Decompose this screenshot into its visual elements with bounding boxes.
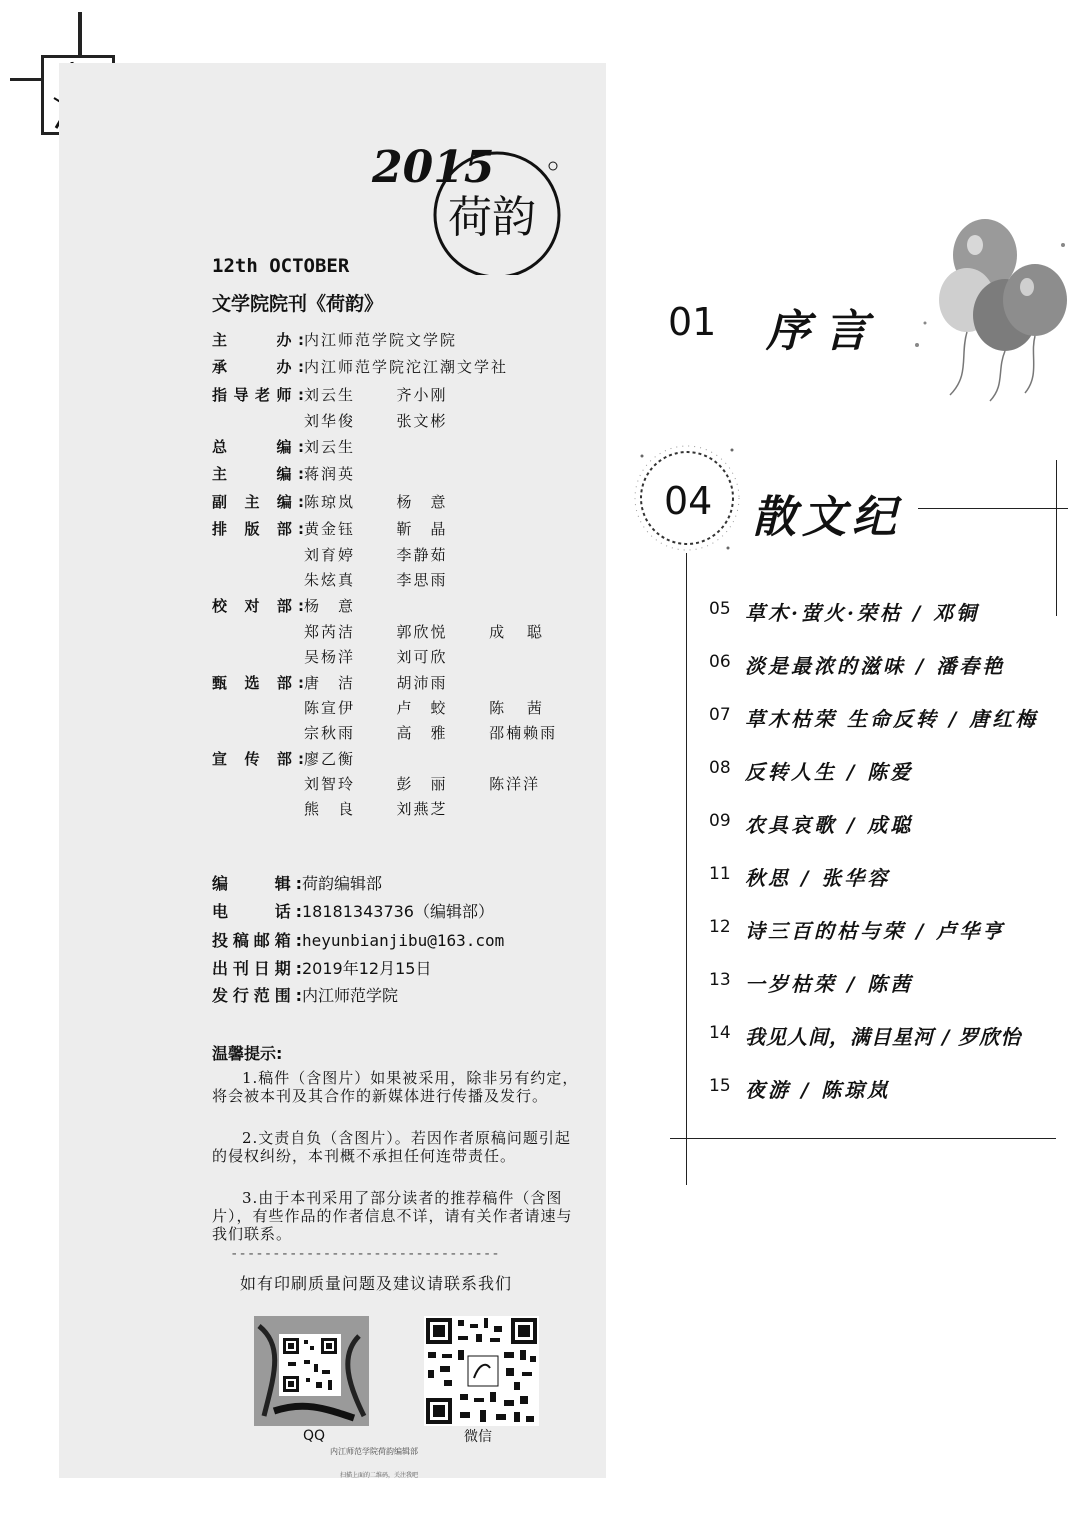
tip-item: 3.由于本刊采用了部分读者的推荐稿件（含图片），有些作品的作者信息不详，请有关作者请速与我们联系。 — [212, 1189, 573, 1243]
staff-label: 总 编: — [212, 438, 304, 456]
staff-value: 朱炫真 李思雨 — [304, 571, 448, 589]
staff-value: 唐 洁 胡沛雨 — [304, 674, 448, 692]
contact-label: 编 辑: — [212, 874, 302, 893]
toc-title: 草木枯荣 生命反转 / 唐红梅 — [745, 707, 1039, 731]
staff-value: 刘华俊 张文彬 — [304, 412, 448, 430]
journal-title: 文学院院刊《荷韵》 — [212, 293, 384, 315]
section-number: 04 — [664, 479, 713, 523]
toc-page: 11 — [709, 864, 731, 884]
staff-value: 吴杨洋 刘可欣 — [304, 648, 448, 666]
staff-value: 刘云生 — [304, 438, 356, 456]
toc-title: 秋思 / 张华容 — [745, 866, 891, 890]
toc-title: 我见人间，满目星河 / 罗欣怡 — [745, 1025, 1022, 1049]
dashed-divider: -------------------------------- — [230, 1246, 500, 1262]
staff-value: 郑芮洁 郭欣悦 成 聪 — [304, 623, 544, 641]
staff-value: 陈琼岚 杨 意 — [304, 493, 448, 511]
toc-title: 淡是最浓的滋味 / 潘春艳 — [745, 654, 1006, 678]
toc-page: 07 — [709, 705, 731, 725]
toc-line-right — [1056, 460, 1057, 616]
tips-title: 温馨提示: — [212, 1044, 283, 1063]
footer-scan-hint: 扫描上面的二维码，关注我吧 — [340, 1472, 419, 1479]
email-value: heyunbianjibu@163.com — [302, 931, 505, 950]
toc-title: 农具哀歌 / 成聪 — [745, 813, 914, 837]
toc-page: 05 — [709, 599, 731, 619]
staff-value: 熊 良 刘燕芝 — [304, 800, 448, 818]
contact-label: 出刊日期: — [212, 959, 302, 978]
toc-line-bottom — [670, 1138, 1056, 1139]
scope-value: 内江师范学院 — [302, 986, 399, 1005]
qq-label: QQ — [303, 1428, 326, 1444]
staff-value: 内江师范学院文学院 — [304, 331, 458, 349]
contact-value: 荷韵编辑部 — [302, 874, 383, 893]
balloons-icon — [905, 205, 1075, 405]
toc-title: 夜游 / 陈琼岚 — [745, 1078, 891, 1102]
toc-page: 13 — [709, 970, 731, 990]
contact-label: 投稿邮箱: — [212, 931, 302, 950]
toc-line-top — [918, 508, 1068, 509]
section-number: 01 — [668, 300, 717, 344]
journal-logo — [370, 120, 570, 275]
staff-label: 宣 传 部: — [212, 750, 304, 768]
staff-value: 刘育婷 李静茹 — [304, 546, 448, 564]
staff-label: 排 版 部: — [212, 520, 304, 538]
staff-label: 校 对 部: — [212, 597, 304, 615]
staff-label: 甄 选 部: — [212, 674, 304, 692]
staff-value: 廖乙衡 — [304, 750, 356, 768]
contact-label: 电 话: — [212, 902, 302, 921]
staff-value: 刘云生 齐小刚 — [304, 386, 448, 404]
toc-title: 反转人生 / 陈爱 — [745, 760, 914, 784]
staff-label: 承 办: — [212, 358, 304, 376]
contact-note: 如有印刷质量问题及建议请联系我们 — [240, 1274, 513, 1293]
staff-value: 蒋润英 — [304, 465, 356, 483]
staff-label: 主 办: — [212, 331, 304, 349]
toc-page: 14 — [709, 1023, 731, 1043]
phone-value: 18181343736（编辑部） — [302, 902, 494, 921]
staff-value: 内江师范学院沱江潮文学社 — [304, 358, 509, 376]
staff-value: 宗秋雨 高 雅 邵楠赖雨 — [304, 724, 558, 742]
footer-org: 内江师范学院荷韵编辑部 — [330, 1447, 418, 1456]
wechat-qr-code-icon[interactable] — [424, 1316, 539, 1426]
staff-label: 副 主 编: — [212, 493, 304, 511]
logo-text: 荷韵 — [448, 192, 536, 243]
section-title-preface: 序言 — [766, 306, 882, 357]
staff-label: 指导老师: — [212, 386, 304, 404]
staff-value: 杨 意 — [304, 597, 356, 615]
qq-qr-code-icon[interactable] — [254, 1316, 369, 1426]
section-title-prose: 散文纪 — [752, 492, 902, 543]
toc-page: 08 — [709, 758, 731, 778]
toc-title: 诗三百的枯与荣 / 卢华亨 — [745, 919, 1006, 943]
tip-item: 2.文责自负（含图片）。若因作者原稿问题引起的侵权纠纷，本刊概不承担任何连带责任。 — [212, 1129, 571, 1165]
toc-line-left — [686, 553, 687, 1185]
toc-page: 15 — [709, 1076, 731, 1096]
toc-title: 一岁枯荣 / 陈茜 — [745, 972, 914, 996]
contact-label: 发行范围: — [212, 986, 302, 1005]
tip-item: 1.稿件（含图片）如果被采用，除非另有约定，将会被本刊及其合作的新媒体进行传播及发行。 — [212, 1069, 579, 1105]
logo-year: 2015 — [372, 142, 495, 193]
toc-page: 09 — [709, 811, 731, 831]
publish-date-value: 2019年12月15日 — [302, 959, 432, 978]
wechat-label: 微信 — [464, 1429, 492, 1445]
staff-value: 黄金钰 靳 晶 — [304, 520, 448, 538]
toc-page: 12 — [709, 917, 731, 937]
staff-value: 刘智玲 彭 丽 陈洋洋 — [304, 775, 541, 793]
staff-value: 陈宣伊 卢 蛟 陈 茜 — [304, 699, 544, 717]
staff-label: 主 编: — [212, 465, 304, 483]
toc-title: 草木·萤火·荣枯 / 邓铜 — [745, 601, 980, 625]
issue-date-line: 12th OCTOBER — [212, 255, 350, 277]
toc-page: 06 — [709, 652, 731, 672]
